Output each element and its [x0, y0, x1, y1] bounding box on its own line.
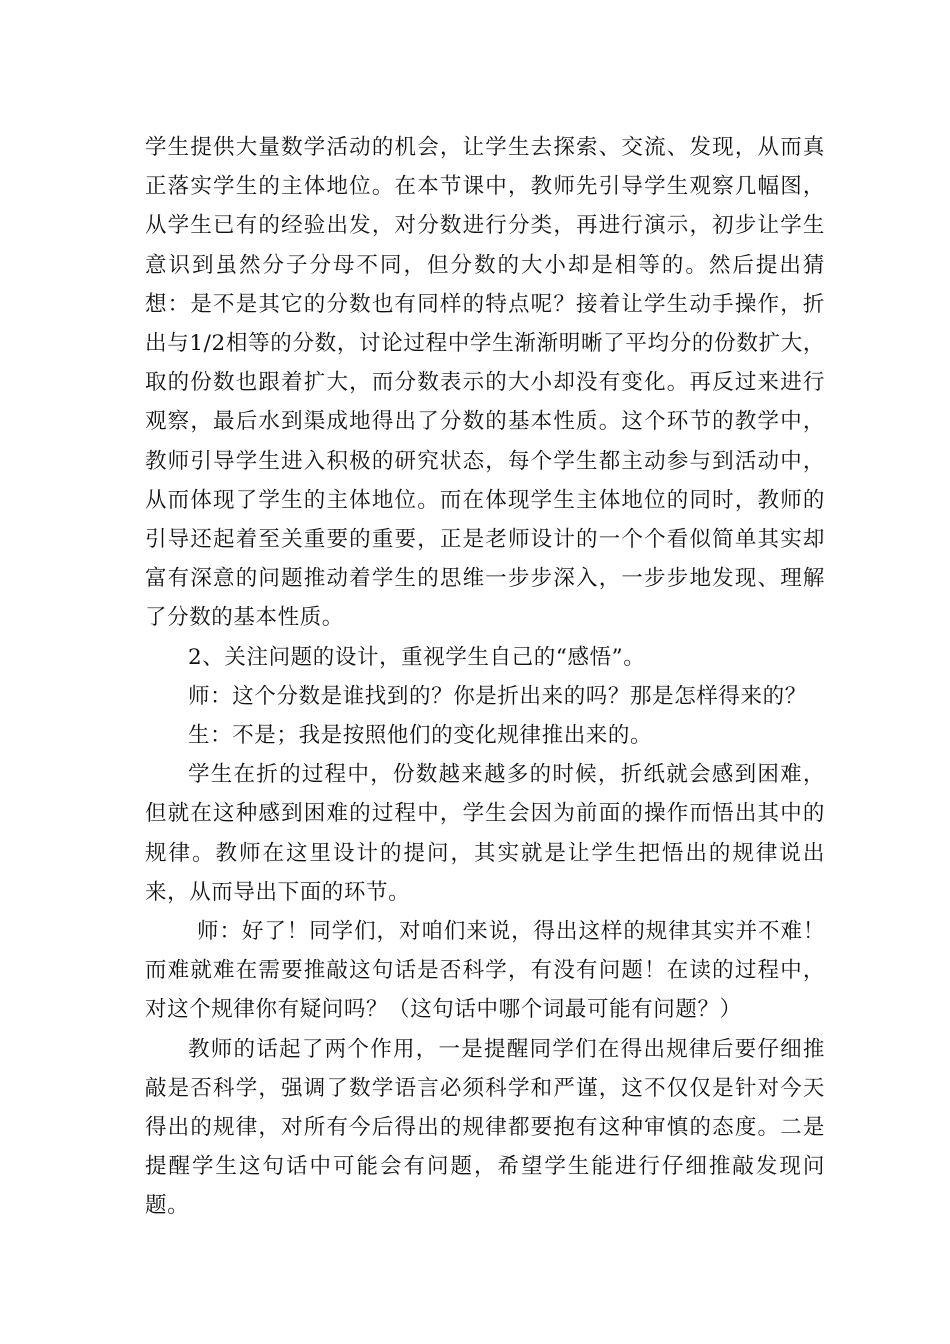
section-heading: 2、关注问题的设计，重视学生自己的“感悟”。	[188, 644, 646, 670]
dialogue-teacher-question: 师：好了！同学们，对咱们来说，得出这样的规律其实并不难！而难就难在需要推敲这句话是否科学，有没有问题！在读的过程中，对这个规律你有疑问吗？（这句话中哪个词最可能有问题？）	[145, 919, 825, 1023]
paragraph-conclusion: 教师的话起了两个作用，一是提醒同学们在得出规律后要仔细推敲是否科学，强调了数学语言必须科学和严谨，这不仅仅是针对今天得出的规律，对所有今后得出的规律都要抱有这种审慎的态度。二是提醒学生这句话中可能会有问题，希望学生能进行仔细推敲发现问题。	[145, 1036, 825, 1219]
dialogue-teacher: 师：这个分数是谁找到的？你是折出来的吗？那是怎样得来的？	[188, 683, 807, 709]
paragraph-continuation: 学生提供大量数学活动的机会，让学生去探索、交流、发现，从而真正落实学生的主体地位。在本节课中，教师先引导学生观察几幅图，从学生已有的经验出发，对分数进行分类，再进行演示，初步让学生意识到虽然分子分母不同，但分数的大小却是相等的。然后提出猜想：是不是其它的分数也有同样的特点呢？接着让学生动手操作，折出与1/2相等的分数，讨论过程中学生渐渐明晰了平均分的份数扩大，取的份数也跟着扩大，而分数表示的大小却没有变化。再反过来进行观察，最后水到渠成地得出了分数的基本性质。这个环节的教学中，教师引导学生进入积极的研究状态，每个学生都主动参与到活动中，从而体现了学生的主体地位。而在体现学生主体地位的同时，教师的引导还起着至关重要的重要，正是老师设计的一个个看似简单其实却富有深意的问题推动着学生的思维一步步深入，一步步地发现、理解了分数的基本性质。	[145, 135, 825, 631]
document-body	[145, 128, 825, 1226]
paragraph-analysis: 学生在折的过程中，份数越来越多的时候，折纸就会感到困难，但就在这种感到困难的过程中，学生会因为前面的操作而悟出其中的规律。教师在这里设计的提问，其实就是让学生把悟出的规律说出来，从而导出下面的环节。	[145, 762, 825, 905]
dialogue-student: 生：不是；我是按照他们的变化规律推出来的。	[188, 723, 653, 749]
